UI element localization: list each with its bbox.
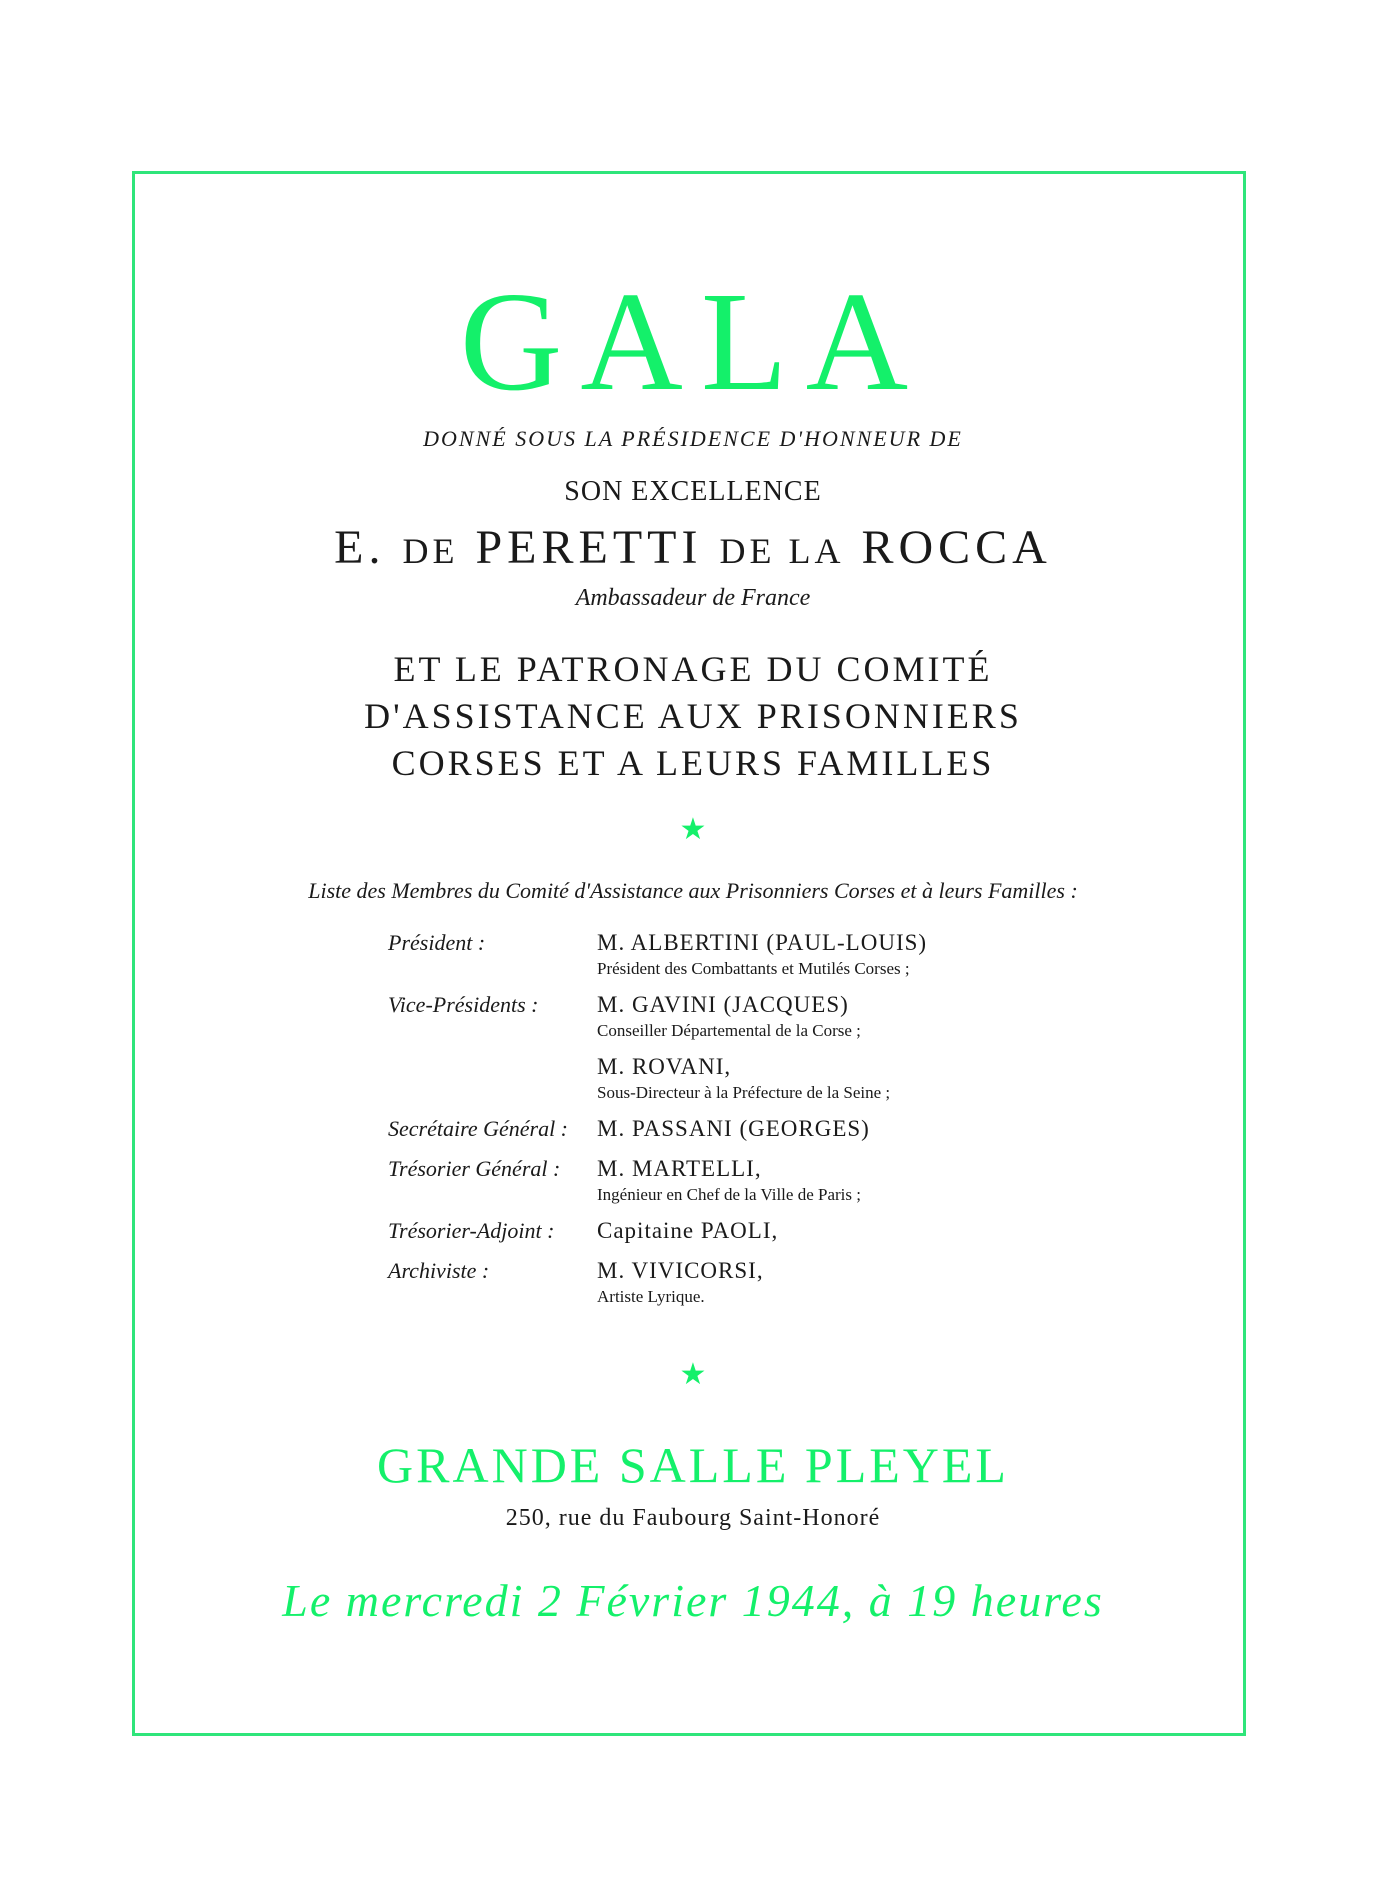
member-name: M. GAVINI (JACQUES) xyxy=(597,992,849,1017)
member-name: M. ALBERTINI (PAUL-LOUIS) xyxy=(597,930,928,955)
member-name: M. PASSANI (GEORGES) xyxy=(597,1116,870,1141)
presidency-line: DONNÉ SOUS LA PRÉSIDENCE D'HONNEUR DE xyxy=(423,426,963,451)
member-name: M. MARTELLI, xyxy=(597,1156,762,1181)
member-role: Vice-Présidents : xyxy=(388,992,539,1017)
honoree-surname-1: PERETTI xyxy=(475,521,703,574)
event-date: Le mercredi 2 Février 1944, à 19 heures xyxy=(282,1575,1104,1626)
honoree-surname-2: ROCCA xyxy=(861,521,1052,574)
member-role: Archiviste : xyxy=(388,1258,490,1283)
star-icon: ★ xyxy=(679,813,707,846)
member-row xyxy=(388,1052,1048,1104)
member-name: M. ROVANI, xyxy=(597,1054,732,1079)
patronage-line-1: ET LE PATRONAGE DU COMITÉ xyxy=(393,649,993,689)
member-role: Secrétaire Général : xyxy=(388,1116,569,1141)
member-title: Artiste Lyrique. xyxy=(597,1287,705,1306)
honoree-title: Ambassadeur de France xyxy=(575,585,811,611)
patronage-line-2: D'ASSISTANCE AUX PRISONNIERS xyxy=(364,696,1022,736)
star-icon: ★ xyxy=(679,1358,707,1391)
member-title: Conseiller Départemental de la Corse ; xyxy=(597,1021,861,1040)
member-title: Sous-Directeur à la Préfecture de la Seine ; xyxy=(597,1083,891,1102)
members-heading: Liste des Membres du Comité d'Assistance aux Prisonniers Corses et à leurs Familles : xyxy=(308,878,1078,903)
member-row xyxy=(388,990,1048,1042)
honoree-initial: E. xyxy=(334,521,386,574)
honoree-particle-1: DE xyxy=(402,531,459,571)
member-name: M. VIVICORSI, xyxy=(597,1258,764,1283)
member-row xyxy=(388,1216,1048,1246)
members-list xyxy=(388,928,1048,1318)
member-title: Ingénieur en Chef de la Ville de Paris ; xyxy=(597,1185,861,1204)
venue-address: 250, rue du Faubourg Saint-Honoré xyxy=(505,1505,881,1531)
member-role: Trésorier Général : xyxy=(388,1156,561,1181)
member-row xyxy=(388,1114,1048,1144)
honoree-name xyxy=(0,521,1386,574)
honoree-particle-2: DE LA xyxy=(719,531,845,571)
member-row xyxy=(388,1256,1048,1308)
member-row xyxy=(388,928,1048,980)
member-row xyxy=(388,1154,1048,1206)
venue-name: GRANDE SALLE PLEYEL xyxy=(377,1437,1009,1493)
member-title: Président des Combattants et Mutilés Corses ; xyxy=(597,959,910,978)
member-name: Capitaine PAOLI, xyxy=(597,1218,779,1243)
member-role: Trésorier-Adjoint : xyxy=(388,1218,555,1243)
member-role: Président : xyxy=(388,930,486,955)
gala-heading: GALA xyxy=(459,262,927,420)
excellence-line: SON EXCELLENCE xyxy=(564,476,822,507)
patronage-block xyxy=(0,646,1386,787)
patronage-line-3: CORSES ET A LEURS FAMILLES xyxy=(391,743,995,783)
